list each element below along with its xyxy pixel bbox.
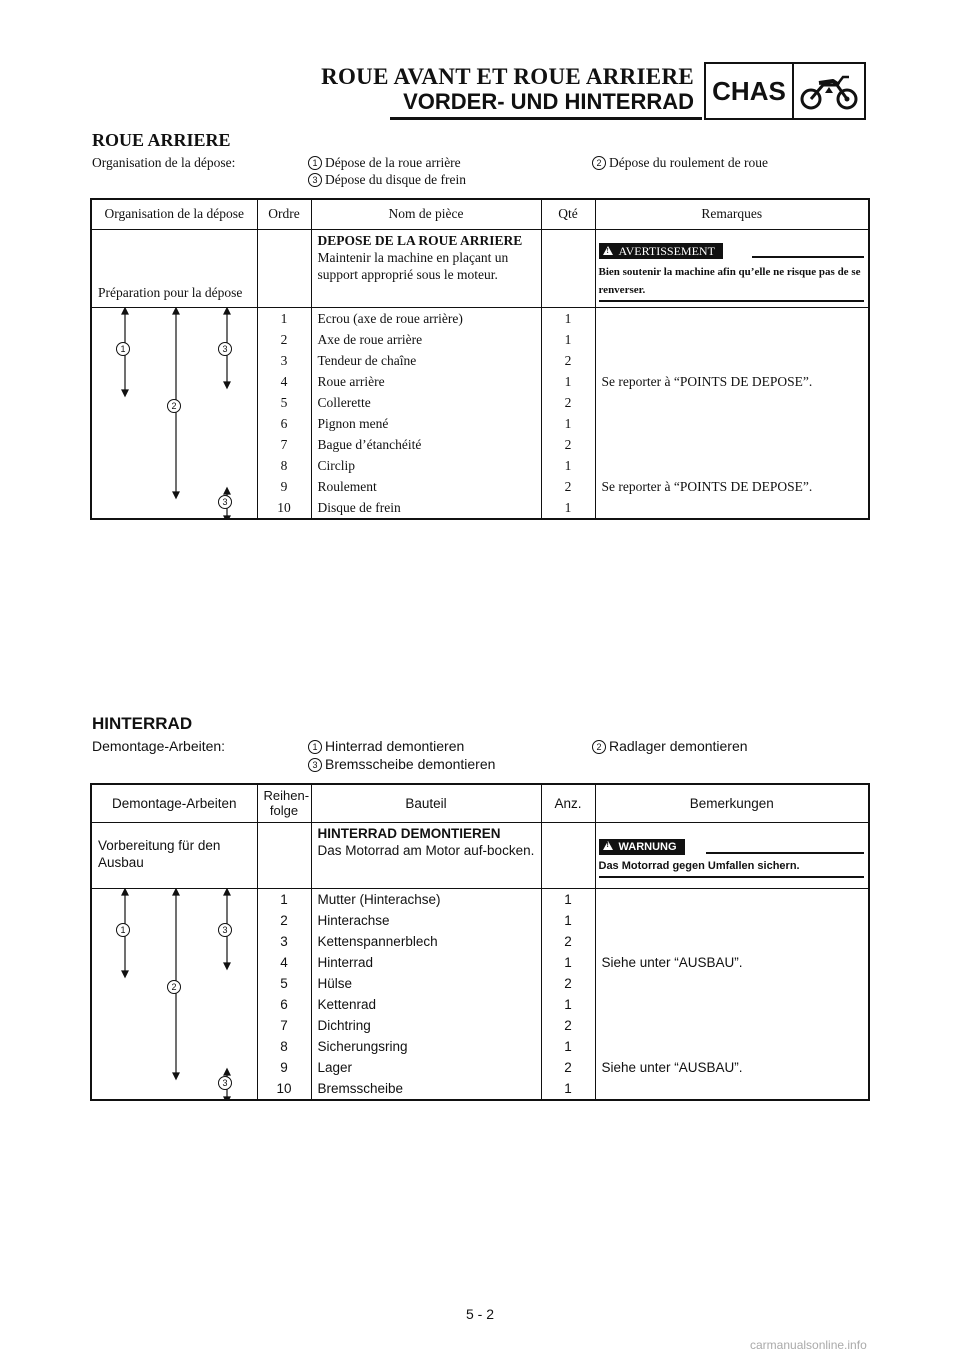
prep-heading: DEPOSE DE LA ROUE ARRIERE: [317, 232, 523, 248]
step-1: 1 Hinterrad demontieren: [308, 738, 464, 754]
order-cell: 9: [280, 478, 288, 494]
section-title-de: HINTERRAD: [92, 714, 193, 733]
col-header: Bauteil: [311, 784, 541, 822]
header-rule: [390, 117, 702, 120]
qty-cell: 2: [564, 352, 572, 368]
step-arrows: [91, 888, 257, 1100]
part-name: Roulement: [317, 478, 377, 494]
remark-cell: [602, 889, 863, 910]
qty-cell: 1: [564, 1080, 572, 1096]
removal-overview-fr: [92, 155, 872, 195]
marker-1: 1: [116, 342, 130, 356]
qty-cell: 1: [564, 331, 572, 347]
step-2: 2 Dépose du roulement de roue: [592, 155, 768, 171]
part-name: Pignon mené: [317, 415, 389, 431]
part-name: Bremsscheibe: [317, 1080, 404, 1096]
part-name: Collerette: [317, 394, 371, 410]
step-arrows: [91, 307, 257, 519]
remark-cell: Se reporter à “POINTS DE DEPOSE”.: [601, 373, 813, 389]
qty-cell: 1: [564, 415, 572, 431]
table-row-preparation: [91, 229, 869, 307]
table-header-row: [91, 199, 869, 229]
part-name: Disque de frein: [317, 499, 401, 515]
part-name: Circlip: [317, 457, 355, 473]
remark-cell: [602, 994, 863, 1015]
marker-2: 2: [167, 399, 181, 413]
step-2: 2 Radlager demontieren: [592, 738, 748, 754]
order-cell: 10: [276, 1080, 292, 1096]
remark-cell: [602, 1078, 863, 1099]
table-body-steps: [91, 888, 869, 1100]
part-name: Sicherungsring: [317, 1038, 408, 1054]
remark-cell: [602, 497, 863, 518]
org-label: Organisation de la dépose:: [92, 155, 236, 170]
col-header: Reihen- folge: [257, 784, 311, 822]
order-cell: 3: [280, 352, 288, 368]
part-name: Mutter (Hinterachse): [317, 891, 441, 907]
part-name: Kettenspannerblech: [317, 933, 438, 949]
qty-cell: 1: [564, 499, 572, 515]
order-cell: 6: [280, 415, 288, 431]
remark-cell: [602, 1015, 863, 1036]
chassis-badge-label: CHAS: [706, 64, 794, 118]
table-header-row: [91, 784, 869, 822]
prep-heading: HINTERRAD DEMONTIEREN: [317, 825, 501, 841]
part-name: Lager: [317, 1059, 353, 1075]
qty-cell: 2: [564, 394, 572, 410]
warning-box: [596, 823, 869, 885]
part-name: Hülse: [317, 975, 353, 991]
order-cell: 9: [280, 1059, 288, 1075]
motorcycle-icon: [794, 64, 864, 118]
removal-table-fr: [90, 198, 870, 520]
remark-cell: [602, 329, 863, 350]
marker-3b: 3: [218, 495, 232, 509]
remark-cell: [602, 413, 863, 434]
warning-icon: !: [603, 246, 613, 255]
part-name: Tendeur de chaîne: [317, 352, 417, 368]
prep-label: Préparation pour la dépose: [91, 229, 257, 307]
section-title-fr: ROUE ARRIERE: [92, 130, 231, 150]
warning-box: [596, 230, 869, 300]
prep-text: Das Motorrad am Motor auf-bocken.: [317, 842, 535, 858]
qty-cell: 1: [564, 310, 572, 326]
chassis-badge: [704, 62, 866, 120]
header-title-fr: ROUE AVANT ET ROUE ARRIERE: [321, 64, 694, 89]
order-cell: 2: [280, 331, 288, 347]
remark-cell: [602, 350, 863, 371]
watermark: carmanualsonline.info: [750, 1338, 867, 1352]
table-row-preparation: [91, 822, 869, 888]
warning-text: Bien soutenir la machine afin qu’elle ne risque pas de se renverser.: [598, 265, 861, 296]
part-name: Hinterachse: [317, 912, 390, 928]
marker-3b: 3: [218, 1076, 232, 1090]
part-name: Hinterrad: [317, 954, 374, 970]
part-name: Kettenrad: [317, 996, 377, 1012]
page-number: 5 - 2: [465, 1306, 494, 1322]
qty-cell: 2: [564, 436, 572, 452]
order-cell: 5: [280, 394, 288, 410]
remark-cell: [602, 308, 863, 329]
order-cell: 8: [280, 1038, 288, 1054]
warning-icon: !: [603, 841, 613, 850]
removal-table-de: [90, 783, 870, 1101]
order-cell: 3: [280, 933, 288, 949]
order-cell: 7: [280, 436, 288, 452]
qty-cell: 2: [564, 1017, 572, 1033]
remark-cell: [602, 931, 863, 952]
col-header: Organisation de la dépose: [91, 199, 257, 229]
remark-cell: [602, 1036, 863, 1057]
order-cell: 8: [280, 457, 288, 473]
remark-cell: [602, 392, 863, 413]
qty-cell: 1: [564, 996, 572, 1012]
order-cell: 4: [280, 954, 288, 970]
col-header: Nom de pièce: [311, 199, 541, 229]
part-name: Roue arrière: [317, 373, 385, 389]
warning-badge: ! WARNUNG: [599, 839, 685, 855]
order-cell: 6: [280, 996, 288, 1012]
qty-cell: 1: [564, 373, 572, 389]
col-header: Bemerkungen: [595, 784, 869, 822]
table-body-steps: [91, 307, 869, 519]
qty-cell: 2: [564, 1059, 572, 1075]
qty-cell: 2: [564, 933, 572, 949]
warning-text: Das Motorrad gegen Umfallen sichern.: [598, 859, 800, 872]
part-name: Axe de roue arrière: [317, 331, 423, 347]
part-name: Ecrou (axe de roue arrière): [317, 310, 463, 326]
col-header: Ordre: [257, 199, 311, 229]
qty-cell: 2: [564, 975, 572, 991]
order-cell: 5: [280, 975, 288, 991]
step-3: 3 Bremsscheibe demontieren: [308, 756, 495, 772]
remark-cell: Siehe unter “AUSBAU”.: [601, 954, 743, 970]
marker-3: 3: [218, 923, 232, 937]
order-cell: 4: [280, 373, 288, 389]
col-header: Anz.: [541, 784, 595, 822]
org-label: Demontage-Arbeiten:: [92, 738, 226, 754]
qty-cell: 1: [564, 954, 572, 970]
prep-label: Vorbereitung für den Ausbau: [91, 822, 257, 888]
remark-cell: [602, 973, 863, 994]
part-name: Dichtring: [317, 1017, 371, 1033]
order-cell: 1: [280, 891, 288, 907]
qty-cell: 1: [564, 457, 572, 473]
remark-cell: [602, 434, 863, 455]
qty-cell: 1: [564, 1038, 572, 1054]
warning-badge: ! AVERTISSEMENT: [599, 243, 723, 259]
col-header: Demontage-Arbeiten: [91, 784, 257, 822]
removal-overview-de: [92, 738, 872, 778]
arrow-diagram: [92, 889, 258, 1099]
step-1: 1 Dépose de la roue arrière: [308, 155, 461, 171]
remark-cell: [602, 455, 863, 476]
prep-text: Maintenir la machine en plaçant un support approprié sous le moteur.: [317, 249, 509, 282]
qty-cell: 1: [564, 891, 572, 907]
order-cell: 10: [277, 499, 291, 515]
marker-3: 3: [218, 342, 232, 356]
col-header: Remarques: [595, 199, 869, 229]
marker-1: 1: [116, 923, 130, 937]
order-cell: 7: [280, 1017, 288, 1033]
remark-cell: Se reporter à “POINTS DE DEPOSE”.: [601, 478, 813, 494]
order-cell: 2: [280, 912, 288, 928]
col-header: Qté: [541, 199, 595, 229]
qty-cell: 1: [564, 912, 572, 928]
header-title-de: VORDER- UND HINTERRAD: [403, 89, 694, 114]
part-name: Bague d’étanchéité: [317, 436, 422, 452]
arrow-diagram: [92, 308, 258, 518]
step-3: 3 Dépose du disque de frein: [308, 172, 466, 188]
marker-2: 2: [167, 980, 181, 994]
order-cell: 1: [280, 310, 288, 326]
remark-cell: [602, 910, 863, 931]
qty-cell: 2: [564, 478, 572, 494]
remark-cell: Siehe unter “AUSBAU”.: [601, 1059, 743, 1075]
